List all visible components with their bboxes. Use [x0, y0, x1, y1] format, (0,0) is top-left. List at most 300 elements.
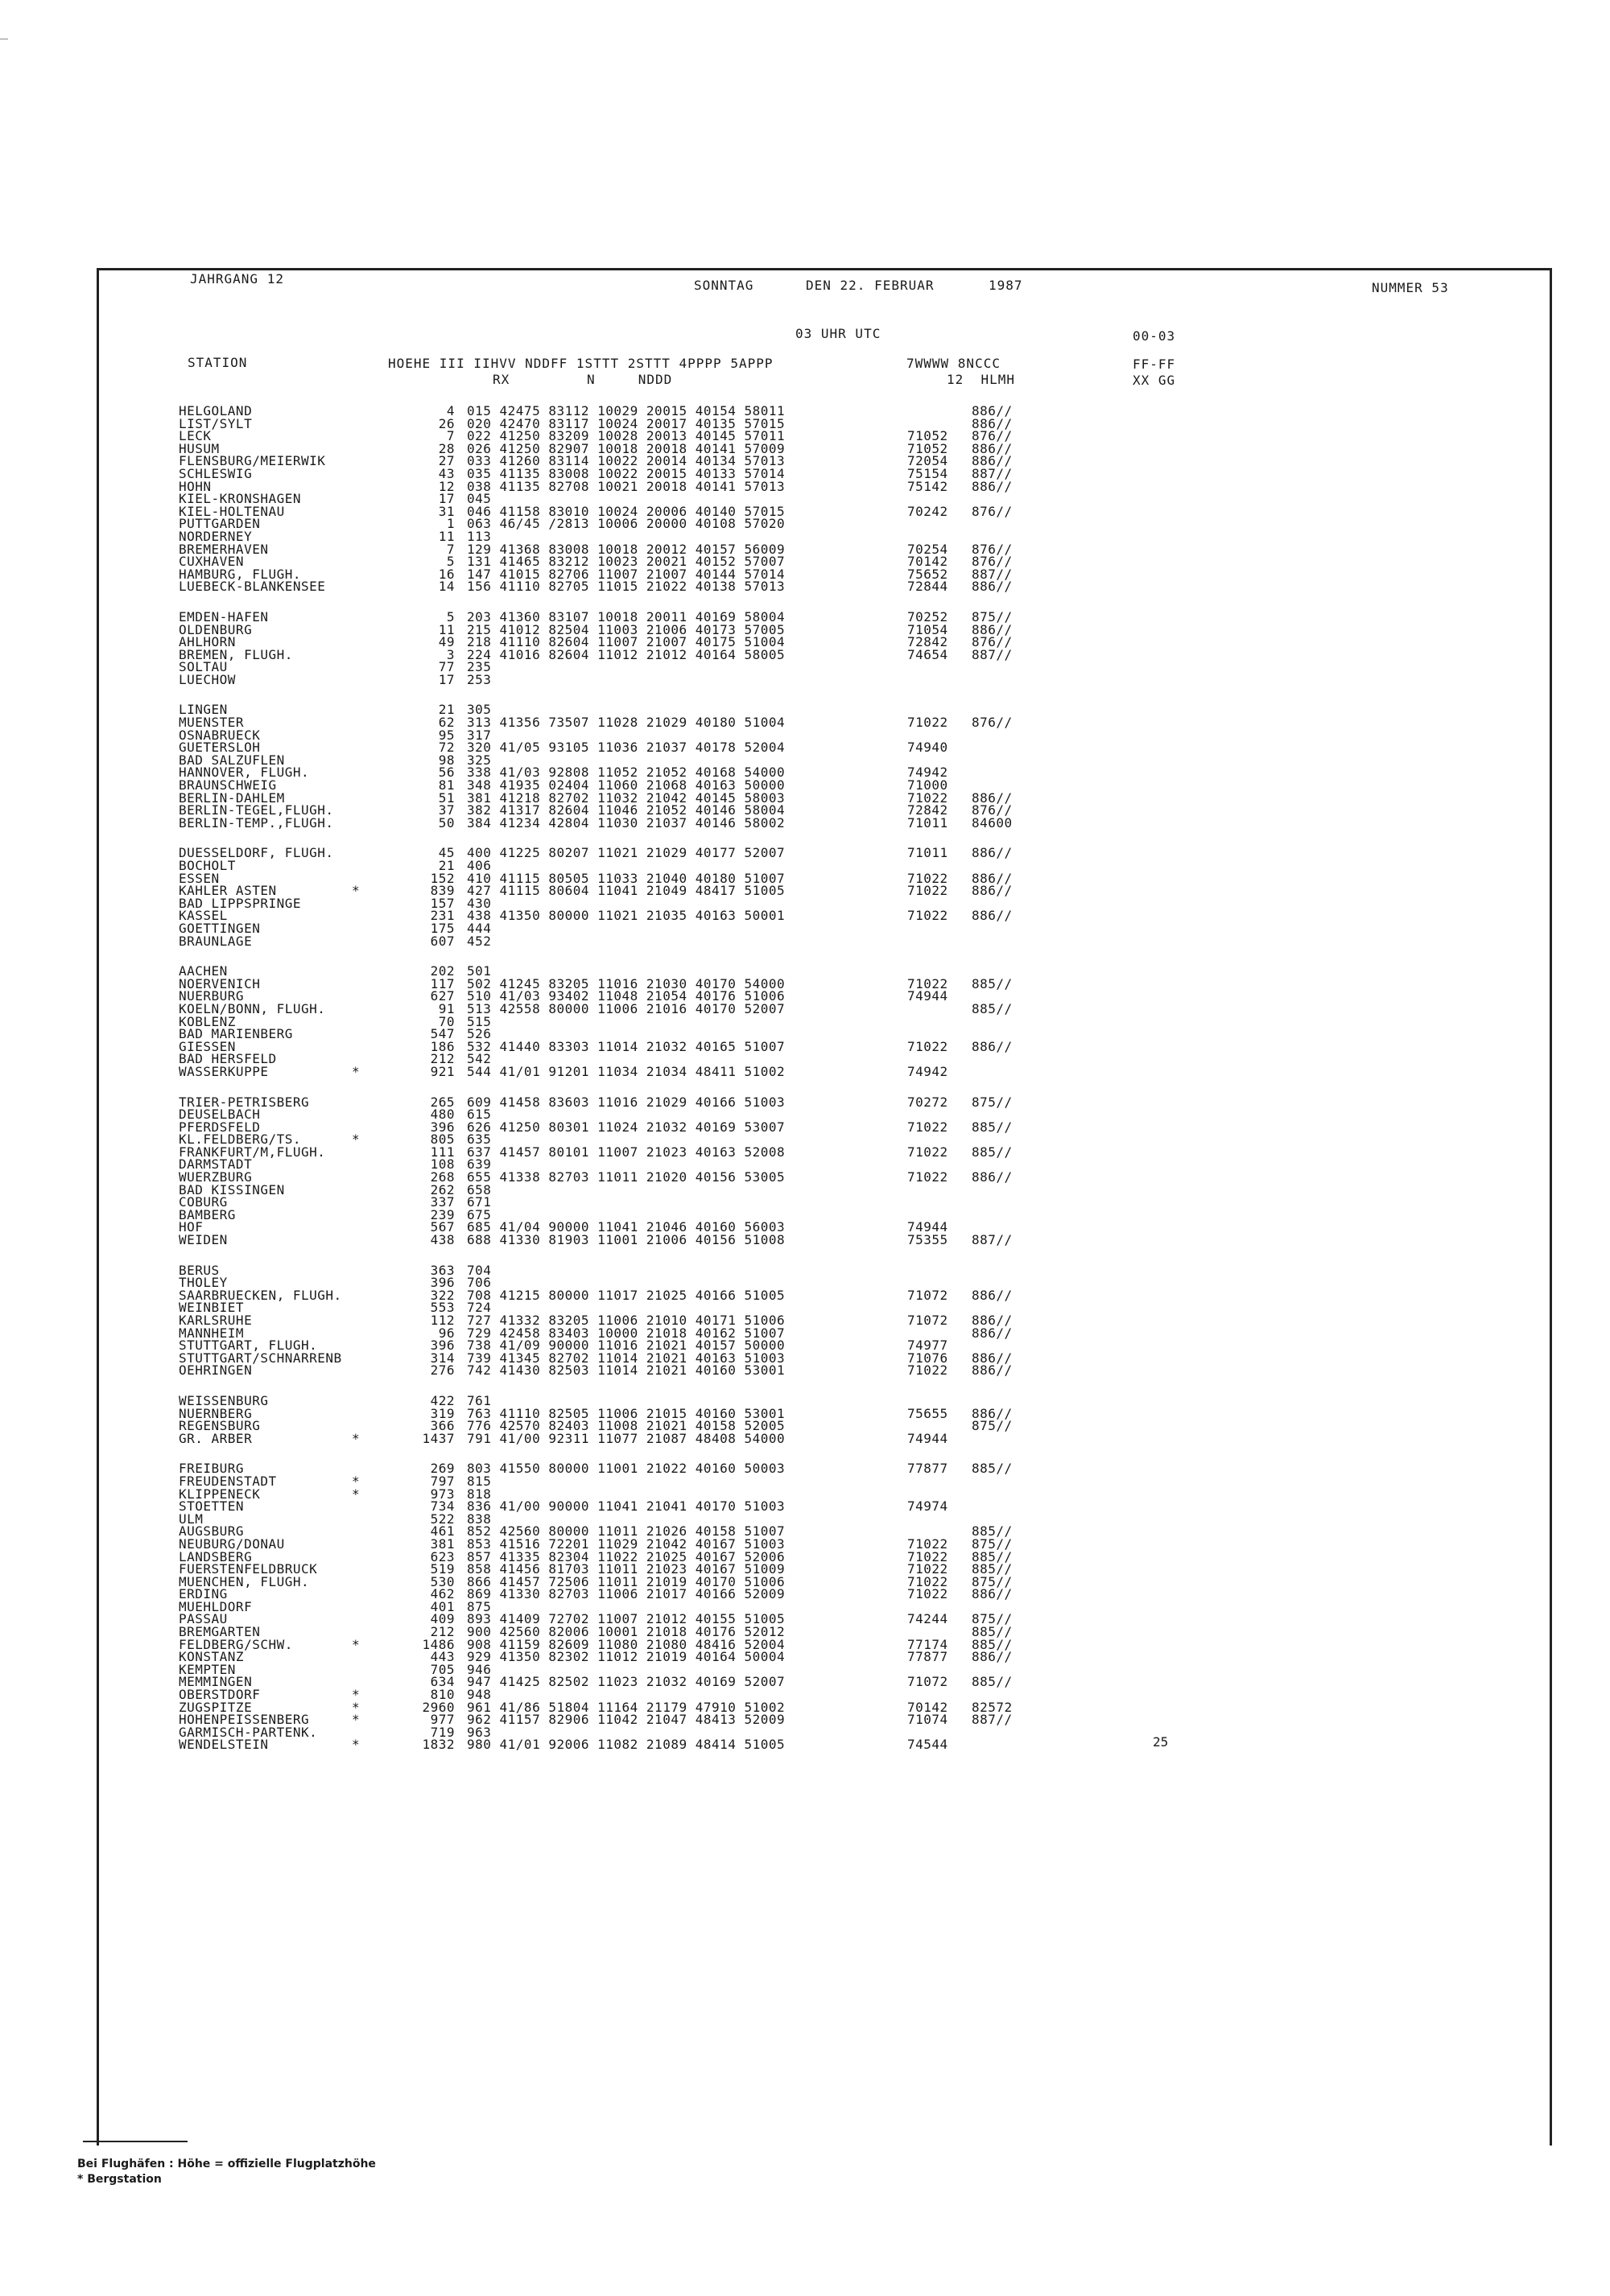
station-height: 553 [430, 1300, 455, 1316]
observation-codes: 980 41/01 92006 11082 21089 48414 51005 [467, 1737, 786, 1753]
station-name: DUESSELDORF, FLUGH. [179, 845, 334, 861]
station-height: 461 [430, 1523, 455, 1540]
station-height: 21 [438, 858, 455, 873]
station-name: FELDBERG/SCHW. [179, 1636, 293, 1652]
station-height: 530 [430, 1573, 455, 1589]
station-height: 231 [430, 908, 455, 924]
observation-codes: 639 [467, 1156, 492, 1173]
observation-codes: 815 [467, 1473, 492, 1489]
cloud-code: 886// [972, 908, 1013, 924]
station-group [179, 1392, 1386, 1446]
weather-code: 74977 [907, 1338, 948, 1354]
observation-codes: 836 41/00 90000 11041 21041 40170 51003 [467, 1498, 786, 1515]
observation-codes: 542 [467, 1051, 492, 1067]
observation-codes: 739 41345 82702 11014 21021 40163 51003 [467, 1350, 786, 1366]
station-name: LANDSBERG [179, 1548, 253, 1564]
station-name: GARMISCH-PARTENK. [179, 1724, 318, 1740]
observation-codes: 866 41457 72506 11011 21019 40170 51006 [467, 1573, 786, 1589]
table-row [179, 1475, 1386, 1488]
observation-codes: 015 42475 83112 10029 20015 40154 58011 [467, 403, 786, 418]
station-name: BERLIN-TEGEL,FLUGH. [179, 802, 334, 818]
station-name: ZUGSPITZE [179, 1699, 253, 1715]
station-height: 7 [446, 541, 455, 557]
cloud-code: 875// [972, 1611, 1013, 1627]
weather-code: 75154 [907, 465, 948, 481]
observation-codes: 338 41/03 92808 11052 21052 40168 54000 [467, 765, 786, 781]
weather-code: 72054 [907, 453, 948, 469]
observation-codes: 858 41456 81703 11011 21023 40167 51009 [467, 1561, 786, 1577]
cloud-code: 885// [972, 1548, 1013, 1564]
station-name: OLDENBURG [179, 621, 253, 637]
weather-code: 75142 [907, 478, 948, 494]
station-name: BREMGARTEN [179, 1624, 261, 1640]
station-height: 72 [438, 740, 455, 756]
observation-codes: 406 [467, 858, 492, 873]
station-name: OEHRINGEN [179, 1362, 253, 1379]
station-name: AUGSBURG [179, 1523, 245, 1540]
period-label: 00-03 [1133, 328, 1176, 344]
weather-code: 71022 [907, 715, 948, 731]
station-height: 43 [438, 465, 455, 481]
observation-codes: 026 41250 82907 10018 20018 40141 57009 [467, 440, 786, 456]
cloud-code: 886// [972, 883, 1013, 899]
mountain-marker: * [352, 1063, 361, 1079]
table-row [179, 1713, 1386, 1726]
cloud-code: 875// [972, 1094, 1013, 1110]
station-height: 111 [430, 1144, 455, 1160]
weather-code: 72842 [907, 634, 948, 650]
observation-codes: 253 [467, 671, 492, 687]
weather-code: 70142 [907, 1699, 948, 1715]
station-name: HELGOLAND [179, 403, 253, 418]
cloud-code: 875// [972, 608, 1013, 624]
station-name: KL.FELDBERG/TS. [179, 1132, 301, 1148]
station-name: FUERSTENFELDBRUCK [179, 1561, 318, 1577]
weather-column-header-line2: 12 HLMH [947, 372, 1016, 387]
station-height: 50 [438, 814, 455, 831]
station-name: AACHEN [179, 963, 228, 979]
table-row [179, 1000, 1386, 1016]
weather-code: 77174 [907, 1636, 948, 1652]
observation-codes: 900 42560 82006 10001 21018 40176 52012 [467, 1624, 786, 1640]
table-row [179, 884, 1386, 897]
observation-codes: 761 [467, 1392, 492, 1408]
station-height: 62 [438, 715, 455, 731]
observation-codes: 875 [467, 1598, 492, 1614]
weather-code: 74974 [907, 1498, 948, 1515]
observation-codes: 501 [467, 963, 492, 979]
cloud-code: 886// [972, 1038, 1013, 1054]
observation-codes: 129 41368 83008 10018 20012 40157 56009 [467, 541, 786, 557]
weather-code: 71022 [907, 883, 948, 899]
station-name: KIEL-KRONSHAGEN [179, 491, 301, 507]
observation-time: 03 UHR UTC [795, 326, 881, 341]
station-height: 96 [438, 1325, 455, 1341]
station-height: 186 [430, 1038, 455, 1054]
observation-codes: 685 41/04 90000 11041 21046 40160 56003 [467, 1219, 786, 1235]
weather-code: 71022 [907, 1548, 948, 1564]
observation-codes: 688 41330 81903 11001 21006 40156 51008 [467, 1232, 786, 1248]
observation-codes: 438 41350 80000 11021 21035 40163 50001 [467, 908, 786, 924]
mountain-marker: * [352, 883, 361, 899]
observation-codes: 022 41250 83209 10028 20013 40145 57011 [467, 428, 786, 444]
issue-number: NUMMER 53 [1372, 280, 1449, 295]
observation-codes: 729 42458 83403 10000 21018 40162 51007 [467, 1325, 786, 1341]
weather-code: 71022 [907, 870, 948, 886]
cloud-code: 876// [972, 541, 1013, 557]
cloud-code: 887// [972, 465, 1013, 481]
observation-codes: 502 41245 83205 11016 21030 40170 54000 [467, 975, 786, 991]
station-name: OBERSTDORF [179, 1687, 261, 1703]
observation-codes: 430 [467, 895, 492, 911]
cloud-code: 885// [972, 1144, 1013, 1160]
weather-code: 74942 [907, 1063, 948, 1079]
observation-codes: 615 [467, 1107, 492, 1123]
station-height: 634 [430, 1674, 455, 1690]
mountain-marker: * [352, 1430, 361, 1446]
table-row [179, 1013, 1386, 1029]
table-row [179, 1096, 1386, 1109]
station-height: 805 [430, 1132, 455, 1148]
table-row [179, 1738, 1386, 1751]
cloud-code: 876// [972, 634, 1013, 650]
station-height: 51 [438, 789, 455, 806]
cloud-code: 885// [972, 1624, 1013, 1640]
station-height: 363 [430, 1262, 455, 1278]
observation-codes: 948 [467, 1687, 492, 1703]
observation-codes: 305 [467, 702, 492, 718]
table-row [179, 1364, 1386, 1377]
cloud-code: 885// [972, 975, 1013, 991]
observation-codes: 857 41335 82304 11022 21025 40167 52006 [467, 1548, 786, 1564]
weather-code: 71072 [907, 1287, 948, 1303]
mountain-marker: * [352, 1687, 361, 1703]
station-height: 337 [430, 1194, 455, 1210]
station-name: FREIBURG [179, 1461, 245, 1477]
station-name: KARLSRUHE [179, 1313, 253, 1328]
code-column-header-line2: RX N NDDD [493, 372, 673, 387]
station-height: 31 [438, 503, 455, 519]
station-name: PUTTGARDEN [179, 516, 261, 532]
station-height: 157 [430, 895, 455, 911]
station-height: 480 [430, 1107, 455, 1123]
observation-codes: 738 41/09 90000 11016 21021 40157 50000 [467, 1338, 786, 1354]
footnote-mountain: * Bergstation [77, 2173, 162, 2186]
station-name: BREMEN, FLUGH. [179, 646, 293, 662]
cloud-code: 887// [972, 1232, 1013, 1248]
table-row [179, 1146, 1386, 1159]
weather-code: 71022 [907, 1362, 948, 1379]
observation-codes: 020 42470 83117 10024 20017 40135 57015 [467, 415, 786, 431]
observation-codes: 320 41/05 93105 11036 21037 40178 52004 [467, 740, 786, 756]
station-height: 422 [430, 1392, 455, 1408]
cloud-code: 886// [972, 1586, 1013, 1602]
observation-codes: 033 41260 83114 10022 20014 40134 57013 [467, 453, 786, 469]
volume-label: JAHRGANG 12 [190, 271, 284, 286]
station-height: 322 [430, 1287, 455, 1303]
mountain-marker: * [352, 1737, 361, 1753]
weather-code: 71052 [907, 428, 948, 444]
weather-code: 71054 [907, 621, 948, 637]
station-height: 1832 [422, 1737, 455, 1753]
station-name: HAMBURG, FLUGH. [179, 566, 301, 582]
weekday: SONNTAG [694, 278, 754, 293]
cloud-code: 886// [972, 1325, 1013, 1341]
station-height: 2960 [422, 1699, 455, 1715]
observation-codes: 626 41250 80301 11024 21032 40169 53007 [467, 1119, 786, 1135]
observation-codes: 818 [467, 1486, 492, 1502]
observation-codes: 203 41360 83107 10018 20011 40169 58004 [467, 608, 786, 624]
table-row [179, 1063, 1386, 1079]
weather-code: 71022 [907, 1119, 948, 1135]
observation-codes: 131 41465 83212 10023 20021 40152 57007 [467, 554, 786, 570]
table-row [179, 741, 1386, 754]
station-name: DARMSTADT [179, 1156, 253, 1173]
weather-code: 71022 [907, 1169, 948, 1185]
station-name: KIEL-HOLTENAU [179, 503, 285, 519]
station-name: BERLIN-DAHLEM [179, 789, 285, 806]
observation-codes: 635 [467, 1132, 492, 1148]
station-name: AHLHORN [179, 634, 236, 650]
table-row [179, 1651, 1386, 1663]
station-height: 117 [430, 975, 455, 991]
observation-codes: 675 [467, 1206, 492, 1222]
table-row [179, 1121, 1386, 1134]
station-group [179, 608, 1386, 687]
station-height: 262 [430, 1181, 455, 1197]
table-row [179, 671, 1386, 687]
cloud-code: 886// [972, 1350, 1013, 1366]
table-row [179, 1234, 1386, 1247]
station-name: BAD KISSINGEN [179, 1181, 285, 1197]
station-name: LECK [179, 428, 212, 444]
station-height: 37 [438, 802, 455, 818]
cloud-code: 885// [972, 1000, 1013, 1016]
code-column-header: HOEHE III IIHVV NDDFF 1STTT 2STTT 4PPPP 5APPP [388, 356, 774, 371]
observation-codes: 215 41012 82504 11003 21006 40173 57005 [467, 621, 786, 637]
observation-codes: 724 [467, 1300, 492, 1316]
mountain-marker: * [352, 1699, 361, 1715]
mountain-marker: * [352, 1473, 361, 1489]
cloud-code: 886// [972, 1287, 1013, 1303]
table-row [179, 1500, 1386, 1513]
observation-codes: 791 41/00 92311 11077 21087 48408 54000 [467, 1430, 786, 1446]
station-height: 212 [430, 1051, 455, 1067]
weather-code: 71074 [907, 1712, 948, 1728]
weather-code: 71022 [907, 908, 948, 924]
station-name: KLIPPENECK [179, 1486, 261, 1502]
weather-code: 71076 [907, 1350, 948, 1366]
cloud-code: 886// [972, 1405, 1013, 1421]
station-height: 17 [438, 491, 455, 507]
date: DEN 22. FEBRUAR [806, 278, 935, 293]
table-row [179, 1181, 1386, 1197]
weather-code: 71022 [907, 975, 948, 991]
station-height: 607 [430, 933, 455, 949]
station-height: 77 [438, 659, 455, 675]
station-name: DEUSELBACH [179, 1107, 261, 1123]
observation-codes: 658 [467, 1181, 492, 1197]
weather-code: 72844 [907, 579, 948, 595]
station-height: 314 [430, 1350, 455, 1366]
table-row [179, 1676, 1386, 1688]
station-name: BAD HERSFELD [179, 1051, 277, 1067]
observation-codes: 113 [467, 528, 492, 544]
observation-codes: 963 [467, 1724, 492, 1740]
table-row [179, 661, 1386, 674]
station-height: 396 [430, 1338, 455, 1354]
station-group [179, 1462, 1386, 1751]
station-name: WEINBIET [179, 1300, 245, 1316]
station-height: 17 [438, 671, 455, 687]
weather-code: 70252 [907, 608, 948, 624]
observation-codes: 313 41356 73507 11028 21029 40180 51004 [467, 715, 786, 731]
station-name: BOCHOLT [179, 858, 236, 873]
station-height: 396 [430, 1119, 455, 1135]
station-height: 409 [430, 1611, 455, 1627]
station-name: MUEHLDORF [179, 1598, 253, 1614]
cloud-code: 885// [972, 1561, 1013, 1577]
station-height: 519 [430, 1561, 455, 1577]
weather-code: 77877 [907, 1461, 948, 1477]
station-name: OSNABRUECK [179, 727, 261, 743]
cloud-code: 84600 [972, 814, 1013, 831]
table-row [179, 922, 1386, 935]
table-row [179, 935, 1386, 948]
station-name: FRANKFURT/M,FLUGH. [179, 1144, 326, 1160]
weather-code: 71052 [907, 440, 948, 456]
weather-code: 70242 [907, 503, 948, 519]
station-name: NEUBURG/DONAU [179, 1535, 285, 1552]
weather-column-header: 7WWWW 8NCCC [906, 356, 1001, 371]
weather-code: 71000 [907, 777, 948, 794]
station-name: GIESSEN [179, 1038, 236, 1054]
station-height: 1 [446, 516, 455, 532]
weather-code: 71011 [907, 814, 948, 831]
station-height: 705 [430, 1661, 455, 1677]
weather-code: 75655 [907, 1405, 948, 1421]
station-name: BRAUNSCHWEIG [179, 777, 277, 794]
station-height: 627 [430, 988, 455, 1004]
cloud-code: 885// [972, 1523, 1013, 1540]
station-name: BAMBERG [179, 1206, 236, 1222]
station-name: BRAUNLAGE [179, 933, 253, 949]
station-height: 98 [438, 752, 455, 768]
station-name: STOETTEN [179, 1498, 245, 1515]
observation-codes: 706 [467, 1275, 492, 1291]
table-row [179, 1289, 1386, 1302]
station-name: KONSTANZ [179, 1649, 245, 1665]
observation-codes: 708 41215 80000 11017 21025 40166 51005 [467, 1287, 786, 1303]
weather-code: 70254 [907, 541, 948, 557]
cloud-code: 885// [972, 1636, 1013, 1652]
cloud-code: 886// [972, 1649, 1013, 1665]
weather-code: 71011 [907, 845, 948, 861]
station-height: 1437 [422, 1430, 455, 1446]
observation-codes: 218 41110 82604 11007 21007 40175 51004 [467, 634, 786, 650]
observation-codes: 532 41440 83303 11014 21032 40165 51007 [467, 1038, 786, 1054]
station-height: 175 [430, 920, 455, 936]
observation-codes: 727 41332 83205 11006 21010 40171 51006 [467, 1313, 786, 1328]
observation-codes: 400 41225 80207 11021 21029 40177 52007 [467, 845, 786, 861]
weather-code: 75355 [907, 1232, 948, 1248]
station-height: 810 [430, 1687, 455, 1703]
observation-codes: 946 [467, 1661, 492, 1677]
cloud-code: 887// [972, 1712, 1013, 1728]
station-group [179, 703, 1386, 829]
observation-codes: 382 41317 82604 11046 21052 40146 58004 [467, 802, 786, 818]
observation-codes: 852 42560 80000 11011 21026 40158 51007 [467, 1523, 786, 1540]
station-height: 734 [430, 1498, 455, 1515]
station-height: 28 [438, 440, 455, 456]
observation-codes: 513 42558 80000 11006 21016 40170 52007 [467, 1000, 786, 1016]
cloud-code: 886// [972, 1169, 1013, 1185]
name-underline [83, 2141, 188, 2142]
station-name: KAHLER ASTEN [179, 883, 277, 899]
observation-codes: 893 41409 72702 11007 21012 40155 51005 [467, 1611, 786, 1627]
station-height: 11 [438, 528, 455, 544]
observation-codes: 046 41158 83010 10024 20006 40140 57015 [467, 503, 786, 519]
weather-code: 74944 [907, 1219, 948, 1235]
station-name: ESSEN [179, 870, 220, 886]
station-height: 21 [438, 702, 455, 718]
station-height: 152 [430, 870, 455, 886]
observation-codes: 452 [467, 933, 492, 949]
station-name: SOLTAU [179, 659, 228, 675]
cloud-code: 887// [972, 646, 1013, 662]
margin-tick [0, 39, 8, 56]
cloud-code: 876// [972, 503, 1013, 519]
station-height: 70 [438, 1013, 455, 1029]
station-name: CUXHAVEN [179, 554, 245, 570]
station-name: GUETERSLOH [179, 740, 261, 756]
cloud-code: 875// [972, 1535, 1013, 1552]
station-name: BERUS [179, 1262, 220, 1278]
station-name: HOF [179, 1219, 204, 1235]
observation-codes: 235 [467, 659, 492, 675]
observation-codes: 704 [467, 1262, 492, 1278]
station-height: 12 [438, 478, 455, 494]
weather-code: 71022 [907, 1144, 948, 1160]
station-height: 719 [430, 1724, 455, 1740]
station-name: THOLEY [179, 1275, 228, 1291]
table-row [179, 480, 1386, 493]
station-height: 276 [430, 1362, 455, 1379]
table-row [179, 1171, 1386, 1184]
station-name: ULM [179, 1511, 204, 1527]
station-height: 977 [430, 1712, 455, 1728]
station-height: 381 [430, 1535, 455, 1552]
observation-codes: 325 [467, 752, 492, 768]
station-name: LUEBECK-BLANKENSEE [179, 579, 326, 595]
observation-codes: 609 41458 83603 11016 21029 40166 51003 [467, 1094, 786, 1110]
table-row [179, 909, 1386, 922]
mountain-marker: * [352, 1132, 361, 1148]
station-name: GR. ARBER [179, 1430, 253, 1446]
cloud-code: 886// [972, 579, 1013, 595]
table-row [179, 847, 1386, 859]
observation-codes: 803 41550 80000 11001 21022 40160 50003 [467, 1461, 786, 1477]
station-height: 4 [446, 403, 455, 418]
station-name: KASSEL [179, 908, 228, 924]
cloud-code: 875// [972, 1418, 1013, 1434]
station-name: WUERZBURG [179, 1169, 253, 1185]
station-name: BERLIN-TEMP.,FLUGH. [179, 814, 334, 831]
table-row [179, 1038, 1386, 1054]
weather-code: 71022 [907, 1573, 948, 1589]
observation-codes: 655 41338 82703 11011 21020 40156 53005 [467, 1169, 786, 1185]
observation-codes: 869 41330 82703 11006 21017 40166 52009 [467, 1586, 786, 1602]
